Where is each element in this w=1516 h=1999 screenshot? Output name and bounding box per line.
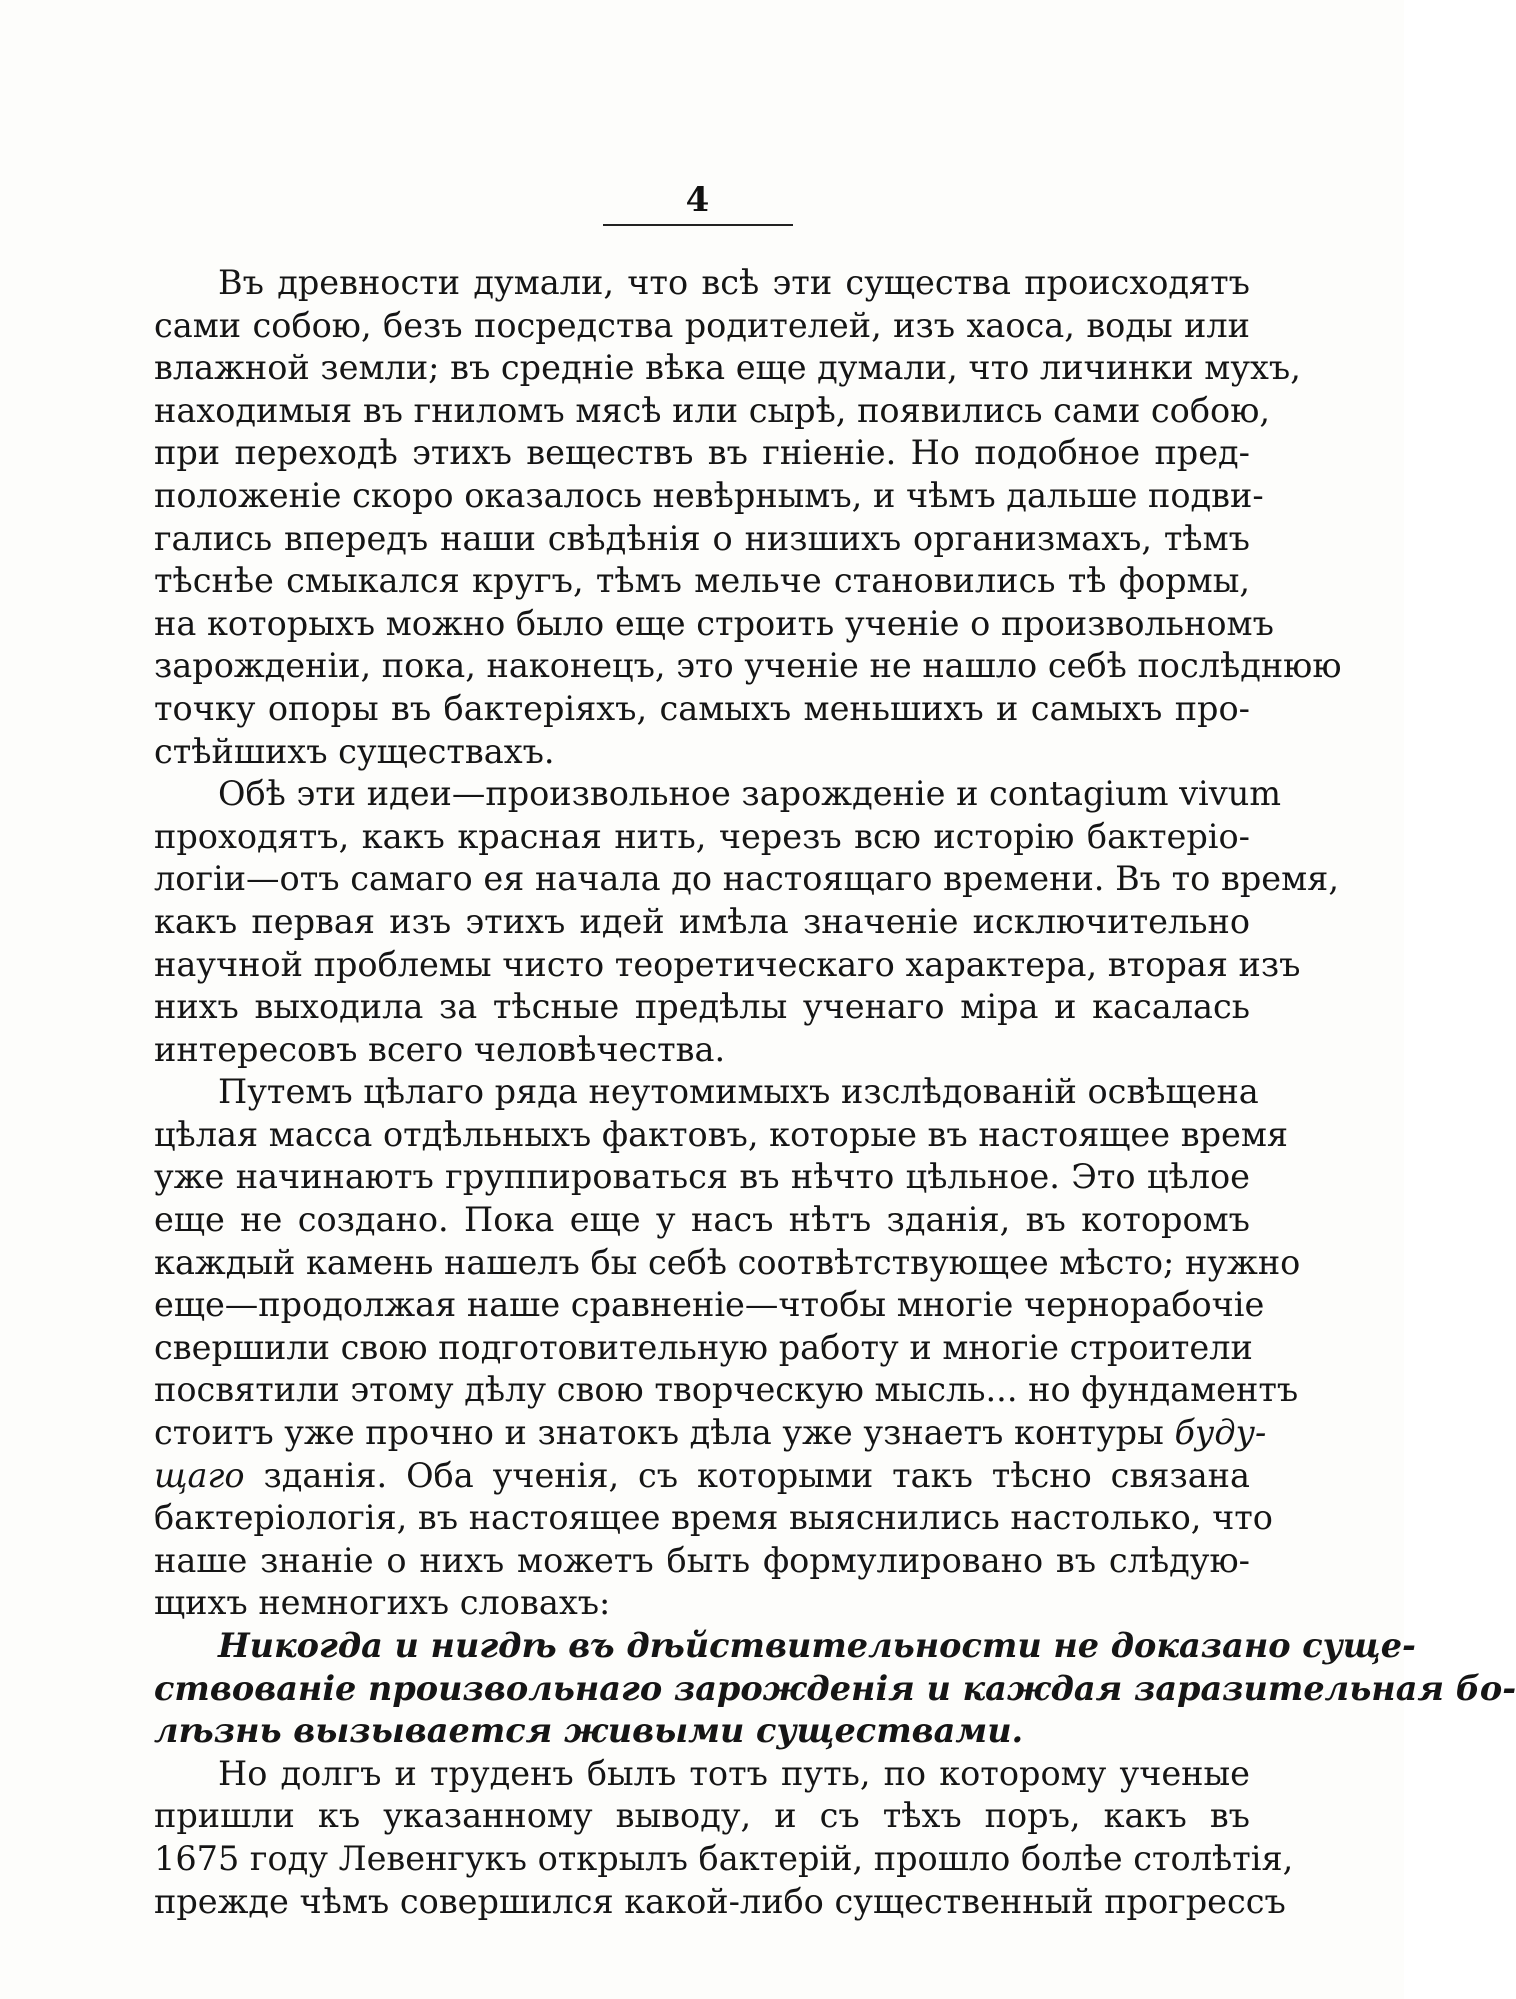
text-line: наше знаніе о нихъ можетъ быть формулировано въ слѣдую-	[154, 1540, 1250, 1580]
text-line: пришли къ указанному выводу, и съ тѣхъ поръ, какъ въ	[154, 1796, 1250, 1836]
text-line: свершили свою подготовительную работу и многіе строители	[154, 1327, 1253, 1367]
text-line: бактеріологія, въ настоящее время выяснились настолько, что	[154, 1498, 1273, 1538]
text-line: находимыя въ гниломъ мясѣ или сырѣ, появились сами собою,	[154, 390, 1271, 430]
text-line: Путемъ цѣлаго ряда неутомимыхъ изслѣдованій освѣщена	[218, 1072, 1259, 1112]
italic-word: щаго	[154, 1455, 245, 1495]
text-line: точку опоры въ бактеріяхъ, самыхъ меньшихъ и самыхъ про-	[154, 688, 1250, 728]
thesis-line: лѣзнь вызывается живыми существами.	[154, 1711, 1024, 1751]
text-line: цѣлая масса отдѣльныхъ фактовъ, которые въ настоящее время	[154, 1114, 1289, 1154]
text-line: влажной земли; въ средніе вѣка еще думали, что личинки мухъ,	[154, 348, 1301, 388]
text-line: логіи—отъ самаго ея начала до настоящаго времени. Въ то время,	[154, 859, 1339, 899]
text-line: проходятъ, какъ красная нить, черезъ всю исторію бактеріо-	[154, 816, 1250, 856]
text-body	[154, 262, 1516, 1923]
text-line: 1675 году Левенгукъ открылъ бактерій, прошло болѣе столѣтія,	[154, 1838, 1294, 1878]
text-line: зарожденіи, пока, наконецъ, это ученіе не нашло себѣ послѣднюю	[154, 646, 1342, 686]
text-fragment: зданія. Оба ученія, съ которыми такъ тѣсно связана	[244, 1455, 1250, 1495]
text-line: стѣйшихъ существахъ.	[154, 731, 555, 771]
text-line: при переходѣ этихъ веществъ въ гніеніе. Но подобное пред-	[154, 433, 1250, 473]
text-line: Въ древности думали, что всѣ эти существа происходятъ	[218, 263, 1250, 302]
text-fragment: стоитъ уже прочно и знатокъ дѣла уже узнаетъ контуры	[154, 1413, 1164, 1453]
paragraph-2	[154, 773, 1339, 1071]
thesis-line: ствованіе произвольнаго зарожденія и каждая заразительная бо-	[154, 1668, 1516, 1708]
text-line: положеніе скоро оказалось невѣрнымъ, и чѣмъ дальше подви-	[154, 475, 1264, 515]
text-line: какъ первая изъ этихъ идей имѣла значеніе исключительно	[154, 901, 1250, 941]
text-line: интересовъ всего человѣчества.	[154, 1029, 726, 1069]
text-line: посвятили этому дѣлу свою творческую мысль... но фундаментъ	[154, 1370, 1299, 1410]
text-line: Обѣ эти идеи—произвольное зарожденіе и contagium vivum	[218, 774, 1282, 814]
text-line: тѣснѣе смыкался кругъ, тѣмъ мельче становились тѣ формы,	[154, 561, 1250, 601]
paragraph-1	[154, 262, 1342, 773]
text-line: нихъ выходила за тѣсные предѣлы ученаго міра и касалась	[154, 987, 1250, 1027]
text-line: прежде чѣмъ совершился какой-либо существенный прогрессъ	[154, 1881, 1286, 1921]
text-line: на которыхъ можно было еще строить ученіе о произвольномъ	[154, 603, 1274, 643]
text-line: сами собою, безъ посредства родителей, изъ хаоса, воды или	[154, 305, 1250, 345]
text-line: еще—продолжая наше сравненіе—чтобы многіе чернорабочіе	[154, 1285, 1265, 1325]
text-line: уже начинаютъ группироваться въ нѣчто цѣльное. Это цѣлое	[154, 1157, 1250, 1197]
text-line: научной проблемы чисто теоретическаго характера, вторая изъ	[154, 944, 1301, 984]
text-line-mixed	[154, 1412, 1267, 1455]
paragraph-5	[154, 1753, 1294, 1923]
text-line: еще не создано. Пока еще у насъ нѣтъ зданія, въ которомъ	[154, 1200, 1250, 1240]
paragraph-3	[154, 1071, 1301, 1625]
text-line: щихъ немногихъ словахъ:	[154, 1583, 611, 1623]
page-number: 4	[685, 180, 710, 220]
text-line-mixed	[154, 1455, 1250, 1498]
thesis-line: Никогда и нигдѣ въ дѣйствительности не доказано суще-	[218, 1626, 1416, 1665]
italic-word: буду-	[1174, 1413, 1267, 1453]
paragraph-4-thesis	[154, 1625, 1516, 1753]
text-line: гались впередъ наши свѣдѣнія о низшихъ организмахъ, тѣмъ	[154, 518, 1250, 558]
page-header	[600, 180, 795, 226]
text-line: Но долгъ и труденъ былъ тотъ путь, по которому ученые	[218, 1753, 1250, 1793]
text-line: каждый камень нашелъ бы себѣ соотвѣтствующее мѣсто; нужно	[154, 1242, 1301, 1282]
page-number-underline	[603, 224, 793, 226]
